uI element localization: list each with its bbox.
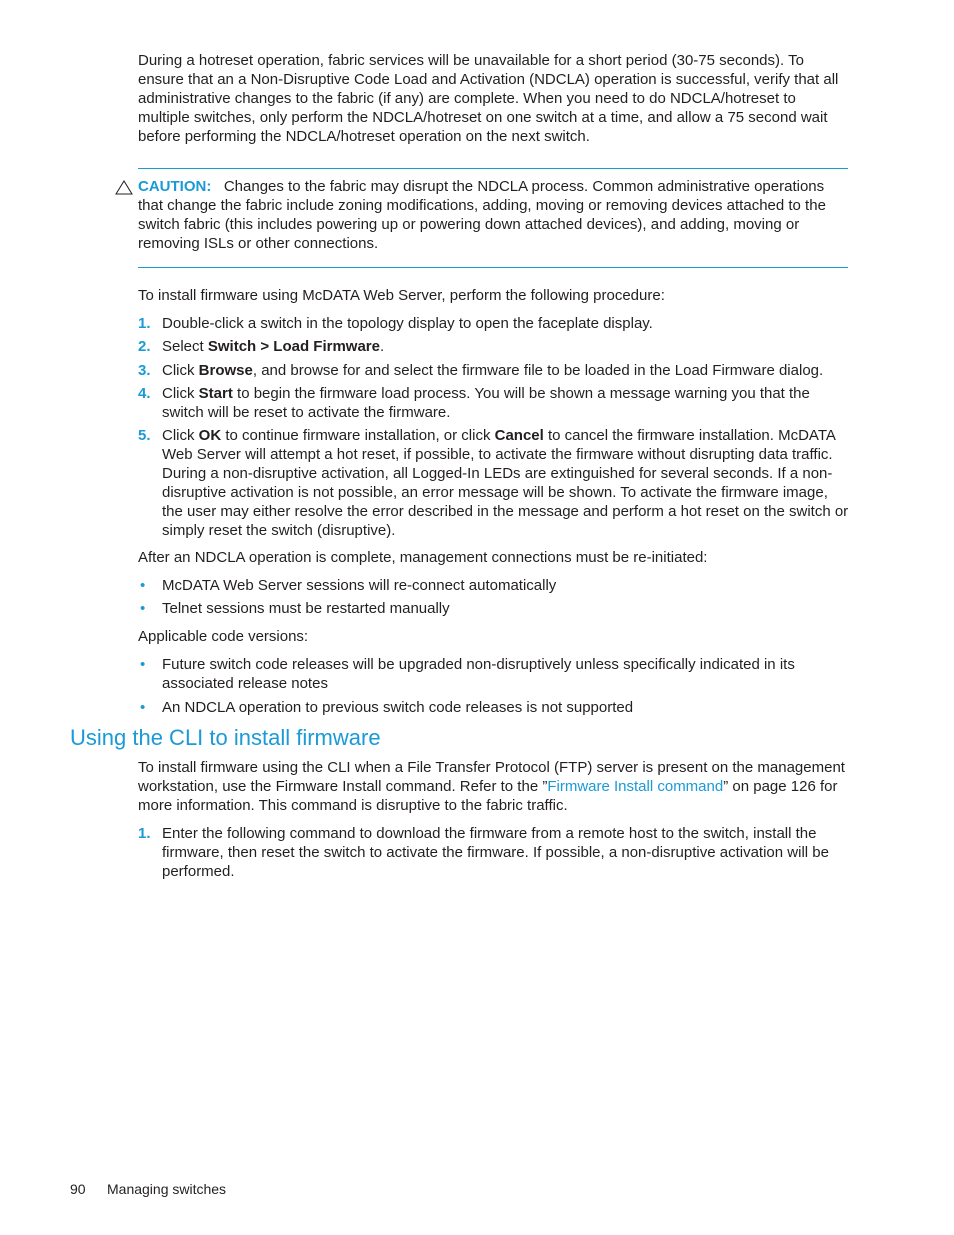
firmware-install-command-link[interactable]: Firmware Install command: [547, 778, 724, 795]
cli-paragraph: To install firmware using the CLI when a File Transfer Protocol (FTP) server is present on the management workstation, use the Firmware Install command. Refer to the ”Firmware Install command” on page 126 for more information. This command is disruptive to the fabric traffic.: [138, 759, 845, 814]
footer-section-title: Managing switches: [107, 1181, 227, 1197]
step-text: Enter the following command to download the firmware from a remote host to the switch, install the firmware, then reset the switch to activate the firmware. If possible, a non-disruptive activation will be performed.: [162, 825, 829, 880]
web-server-intro: To install firmware using McDATA Web Server, perform the following procedure:: [138, 287, 665, 304]
step-number: 1.: [138, 315, 151, 332]
list-item: [138, 698, 850, 717]
list-item: [138, 824, 850, 881]
list-item: [138, 361, 850, 380]
step-number: 2.: [138, 338, 151, 355]
caution-label: CAUTION:: [138, 178, 212, 195]
bullet-icon: •: [140, 656, 146, 673]
list-item: [138, 576, 850, 595]
caution-top-rule: [138, 168, 848, 169]
bullet-icon: •: [140, 699, 146, 716]
step-text: Click Browse, and browse for and select the firmware file to be loaded in the Load Firmware dialog.: [162, 362, 824, 379]
caution-text: Changes to the fabric may disrupt the NDCLA process. Common administrative operations that change the fabric include zoning modifications, adding, moving or removing devices attached to the switch fabric (this includes powering up or powering down attached devices), and adding, moving or removing ISLs or other connections.: [138, 178, 826, 252]
step-text: Double-click a switch in the topology display to open the faceplate display.: [162, 315, 653, 332]
step-text: Click Start to begin the firmware load process. You will be shown a message warning you that the switch will be reset to activate the firmware.: [162, 385, 810, 421]
bullet-text: Future switch code releases will be upgraded non-disruptively unless specifically indicated in its associated release notes: [162, 656, 795, 692]
bullet-icon: •: [140, 600, 146, 617]
bullet-text: McDATA Web Server sessions will re-connect automatically: [162, 577, 557, 594]
list-item: [138, 337, 850, 356]
section-heading: Using the CLI to install firmware: [70, 725, 381, 750]
bullet-text: An NDCLA operation to previous switch code releases is not supported: [162, 699, 634, 716]
caution-triangle-icon: [115, 180, 133, 195]
intro-paragraph: During a hotreset operation, fabric services will be unavailable for a short period (30-75 seconds). To ensure that an a Non-Disruptive Code Load and Activation (NDCLA) operation is successful, verify that all administrative changes to the fabric (if any) are complete. When you need to do NDCLA/hotreset to multiple switches, only perform the NDCLA/hotreset on one switch at a time, and allow a 75 second wait before performing the NDCLA/hotreset operation on the next switch.: [138, 52, 839, 145]
step-text: Select Switch > Load Firmware.: [162, 338, 385, 355]
page-number: 90: [70, 1181, 86, 1197]
step-number: 5.: [138, 427, 151, 444]
list-item: [138, 599, 850, 618]
step-text: Click OK to continue firmware installation, or click Cancel to cancel the firmware installation. McDATA Web Server will attempt a hot reset, if possible, to activate the firmware without disrupting data traffic. During a non-disruptive activation, all Logged-In LEDs are extinguished for several seconds. If a non-disruptive activation is not possible, an error message will be shown. To activate the firmware image, the user may either resolve the error described in the message and perform a hot reset on the switch or simply reset the switch (disruptive).: [162, 427, 849, 539]
list-item: [138, 426, 850, 540]
step-number: 3.: [138, 362, 151, 379]
list-item: [138, 384, 850, 422]
bullet-text: Telnet sessions must be restarted manually: [162, 600, 450, 617]
bullet-icon: •: [140, 577, 146, 594]
applicable-versions-label: Applicable code versions:: [138, 628, 309, 645]
list-item: [138, 655, 850, 693]
step-number: 1.: [138, 825, 151, 842]
caution-block: [138, 177, 850, 253]
list-item: [138, 314, 850, 333]
caution-bottom-rule: [138, 267, 848, 268]
after-ndcla-paragraph: After an NDCLA operation is complete, management connections must be re-initiated:: [138, 549, 708, 566]
page-footer: [70, 1180, 226, 1198]
step-number: 4.: [138, 385, 151, 402]
